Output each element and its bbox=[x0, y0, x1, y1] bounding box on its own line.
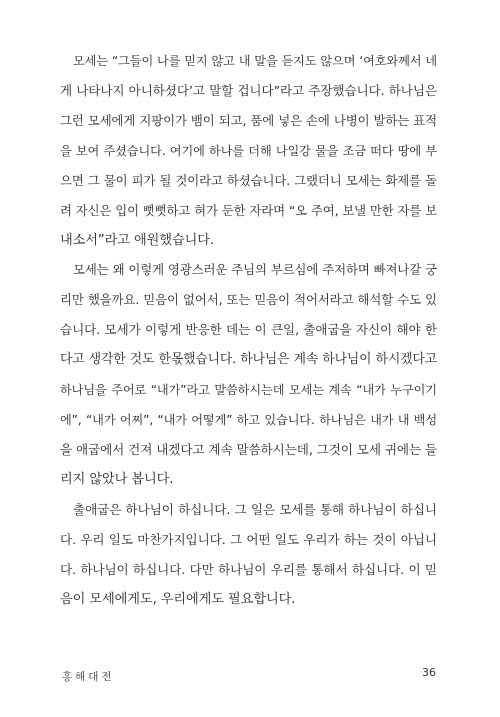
text-line: 모세는 “그들이 나를 믿지 않고 내 말을 듣지도 않으며 ‘여호와께서 네 bbox=[73, 54, 437, 68]
text-line: 내소서”라고 애원했습니다. bbox=[60, 233, 214, 248]
text-line: 다고 생각한 것도 한몫했습니다. 하나님은 계속 하나님이 하시겠다고 bbox=[60, 352, 437, 367]
text-line: 출애굽은 하나님이 하십니다. 그 일은 모세를 통해 하나님이 하십니 bbox=[73, 502, 437, 517]
paragraph-3 bbox=[60, 495, 437, 615]
text-line: 게 나타나지 아니하셨다’고 말할 겁니다”라고 주장했습니다. 하나님은 bbox=[60, 83, 437, 98]
text-line: 그런 모세에게 지팡이가 뱀이 되고, 품에 넣은 손에 나병이 발하는 표적 bbox=[60, 113, 437, 128]
text-line: 음이 모세에게도, 우리에게도 필요합니다. bbox=[60, 592, 296, 607]
text-line: 려 자신은 입이 뻣뻣하고 혀가 둔한 자라며 “오 주여, 보낼 만한 자를 보 bbox=[60, 203, 437, 218]
text-line: 을 애굽에서 건져 내겠다고 계속 말씀하시는데, 그것이 모세 귀에는 들 bbox=[60, 442, 437, 457]
text-line: 하나님을 주어로 “내가”라고 말씀하시는데 모세는 계속 “내가 누구이기 bbox=[60, 383, 437, 397]
text-line: 모세는 왜 이렇게 영광스러운 주님의 부르심에 주저하며 빠져나갈 궁 bbox=[73, 262, 437, 277]
text-line: 을 보여 주셨습니다. 여기에 하나를 더해 나일강 물을 조금 떠다 땅에 부 bbox=[60, 144, 437, 158]
running-footer-title: 홍해대전 bbox=[62, 671, 115, 683]
paragraph-2 bbox=[60, 255, 437, 495]
text-line: 으면 그 물이 피가 될 것이라고 하셨습니다. 그랬더니 모세는 화제를 돌 bbox=[60, 173, 437, 188]
text-line: 에”, “내가 어찌”, “내가 어떻게” 하고 있습니다. 하나님은 내가 내 백성 bbox=[60, 413, 437, 427]
text-line: 다. 우리 일도 마찬가지입니다. 그 어떤 일도 우리가 하는 것이 아닙니 bbox=[60, 532, 437, 547]
text-line: 습니다. 모세가 이렇게 반응한 데는 이 큰일, 출애굽을 자신이 해야 한 bbox=[60, 322, 437, 337]
text-line: 다. 하나님이 하십니다. 다만 하나님이 우리를 통해서 하십니다. 이 믿 bbox=[60, 562, 437, 577]
text-line: 리지 않았나 봅니다. bbox=[60, 472, 174, 487]
paragraph-1 bbox=[60, 46, 437, 256]
page-number: 36 bbox=[422, 666, 436, 679]
text-line: 리만 했을까요. 믿음이 없어서, 또는 믿음이 적어서라고 해석할 수도 있 bbox=[60, 292, 437, 307]
